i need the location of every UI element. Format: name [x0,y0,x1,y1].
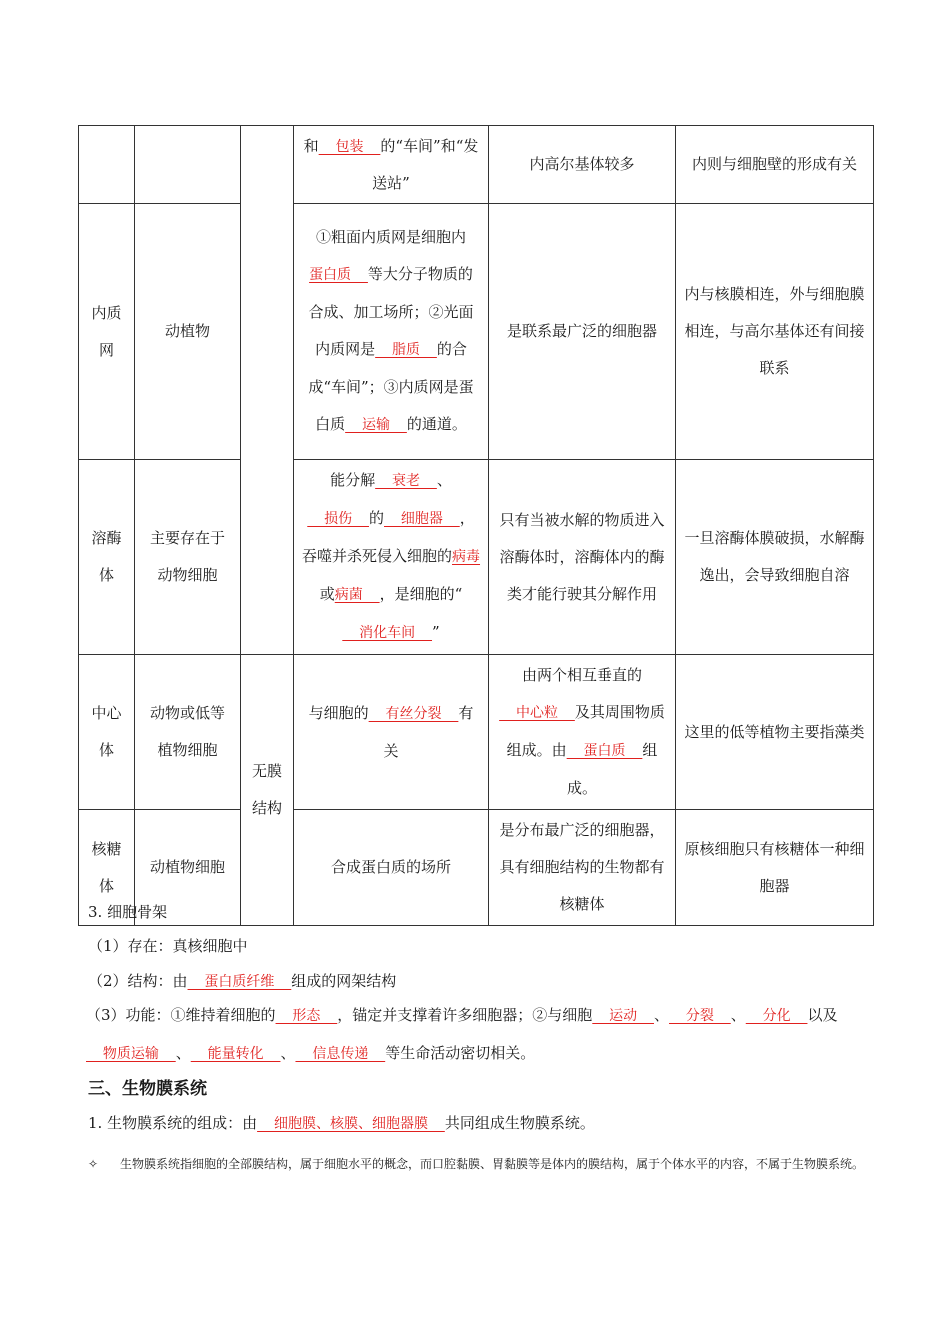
feature-cell [489,655,676,810]
answer-blank: 分化 [745,1008,808,1024]
text: 、 [730,1006,746,1024]
note-text: 生物膜系统指细胞的全部膜结构，属于细胞水平的概念，而口腔黏膜、胃黏膜等是体内的膜结构，属于个体水平的内容，不属于生物膜系统。 [120,1157,865,1171]
text: 有关 [383,703,474,760]
function-cell [294,460,489,655]
text: 和 [303,137,319,155]
answer-blank: 分裂 [669,1008,731,1024]
text: 、 [436,471,452,489]
text: 或 [319,585,335,603]
answer-blank: 消化车间 [342,625,433,641]
table-row [79,810,874,926]
text: 的通道。 [406,415,467,433]
text: ，锚定并支撑着许多细胞器；②与细胞 [337,1006,593,1024]
text: 、 [175,1044,191,1062]
table-row [79,460,874,655]
name-cell-empty [79,126,135,204]
distribution-cell: 动植物细胞 [135,810,241,926]
answer-blank: 运输 [345,417,407,433]
answer-blank: 细胞器 [384,511,460,527]
answer-blank: 蛋白质 [309,267,368,283]
answer-blank: 细胞膜、核膜、细胞器膜 [257,1116,445,1132]
membrane-note [88,1146,868,1183]
organelle-name: 中心体 [79,655,135,810]
cytoskeleton-function [86,997,871,1073]
answer-blank: 损伤 [307,511,369,527]
function-cell: 合成蛋白质的场所 [294,810,489,926]
text: 共同组成生物膜系统。 [444,1114,595,1132]
section-heading: 三、生物膜系统 [88,1079,207,1099]
diamond-bullet-icon: ✧ [88,1157,99,1171]
answer-blank: 衰老 [375,473,437,489]
text: （2）结构：由 [88,972,188,990]
text: 的合成“车间”；③内质网是蛋白质 [308,340,474,433]
answer-blank: 中心粒 [499,705,575,721]
organelle-name: 内质网 [79,204,135,460]
membrane-composition [88,1112,595,1133]
distribution-cell: 主要存在于动物细胞 [135,460,241,655]
answer-blank: 蛋白质纤维 [187,974,292,990]
text: 由两个相互垂直的 [521,666,642,684]
text: 、 [280,1044,296,1062]
answer-blank: 信息传递 [295,1046,386,1062]
text: 组成。 [566,741,658,797]
organelle-name: 溶酶体 [79,460,135,655]
membrane-cell-empty [241,126,294,655]
answer-blank: 蛋白质 [566,743,643,759]
table-row [79,126,874,204]
text: 以及 [807,1006,838,1024]
note-cell: 这里的低等植物主要指藻类 [676,655,874,810]
text: 组成的网架结构 [291,972,397,990]
distribution-cell: 动物或低等植物细胞 [135,655,241,810]
answer-blank: 包装 [318,139,381,155]
answer-blank: 能量转化 [190,1046,281,1062]
note-cell: 原核细胞只有核糖体一种细胞器 [676,810,874,926]
cytoskeleton-title: 3. 细胞骨架 [88,903,168,921]
text: 1. 生物膜系统的组成：由 [88,1114,258,1132]
feature-cell: 是联系最广泛的细胞器 [489,204,676,460]
text: ，吞噬并杀死侵入细胞的 [302,509,475,565]
answer-blank: 形态 [275,1008,338,1024]
table-row [79,204,874,460]
answer-blank: 运动 [592,1008,654,1024]
text: （3）功能：①维持着细胞的 [86,1006,276,1024]
answer-blank: 有丝分裂 [368,705,459,722]
text: 及其周围物质组成。由 [506,703,665,759]
note-cell: 一旦溶酶体膜破损，水解酶逸出，会导致细胞自溶 [676,460,874,655]
text: 、 [654,1006,670,1024]
feature-cell: 内高尔基体较多 [489,126,676,204]
function-cell [294,204,489,460]
text: 能分解 [330,471,376,489]
text: 与细胞的 [308,703,369,722]
note-cell: 内则与细胞壁的形成有关 [676,126,874,204]
distribution-cell-empty [135,126,241,204]
text: 的 [368,509,384,527]
answer-blank: 病菌 [334,587,380,603]
feature-cell: 只有当被水解的物质进入溶酶体时，溶酶体内的酶类才能行驶其分解作用 [489,460,676,655]
note-cell: 内与核膜相连，外与细胞膜相连，与高尔基体还有间接联系 [676,204,874,460]
text: ，是细胞的“ [379,585,463,603]
distribution-cell: 动植物 [135,204,241,460]
organelle-table [78,125,874,926]
text: ” [432,623,440,641]
table-row [79,655,874,810]
cytoskeleton-structure [88,970,396,991]
answer-blank: 脂质 [375,342,437,358]
function-cell [294,655,489,810]
text: 的“车间”和“发送站” [372,137,479,192]
organelle-name: 核糖体 [79,810,135,926]
membrane-cell: 无膜结构 [241,655,294,926]
cytoskeleton-existence: （1）存在：真核细胞中 [88,937,248,955]
answer-blank: 病毒 [452,549,481,565]
function-cell [294,126,489,204]
text: 等大分子物质的合成、加工场所；②光面内质网是 [308,265,474,358]
text: ①粗面内质网是细胞内 [315,228,466,246]
text: 等生命活动密切相关。 [385,1044,536,1062]
feature-cell: 是分布最广泛的细胞器，具有细胞结构的生物都有核糖体 [489,810,676,926]
answer-blank: 物质运输 [86,1046,176,1062]
